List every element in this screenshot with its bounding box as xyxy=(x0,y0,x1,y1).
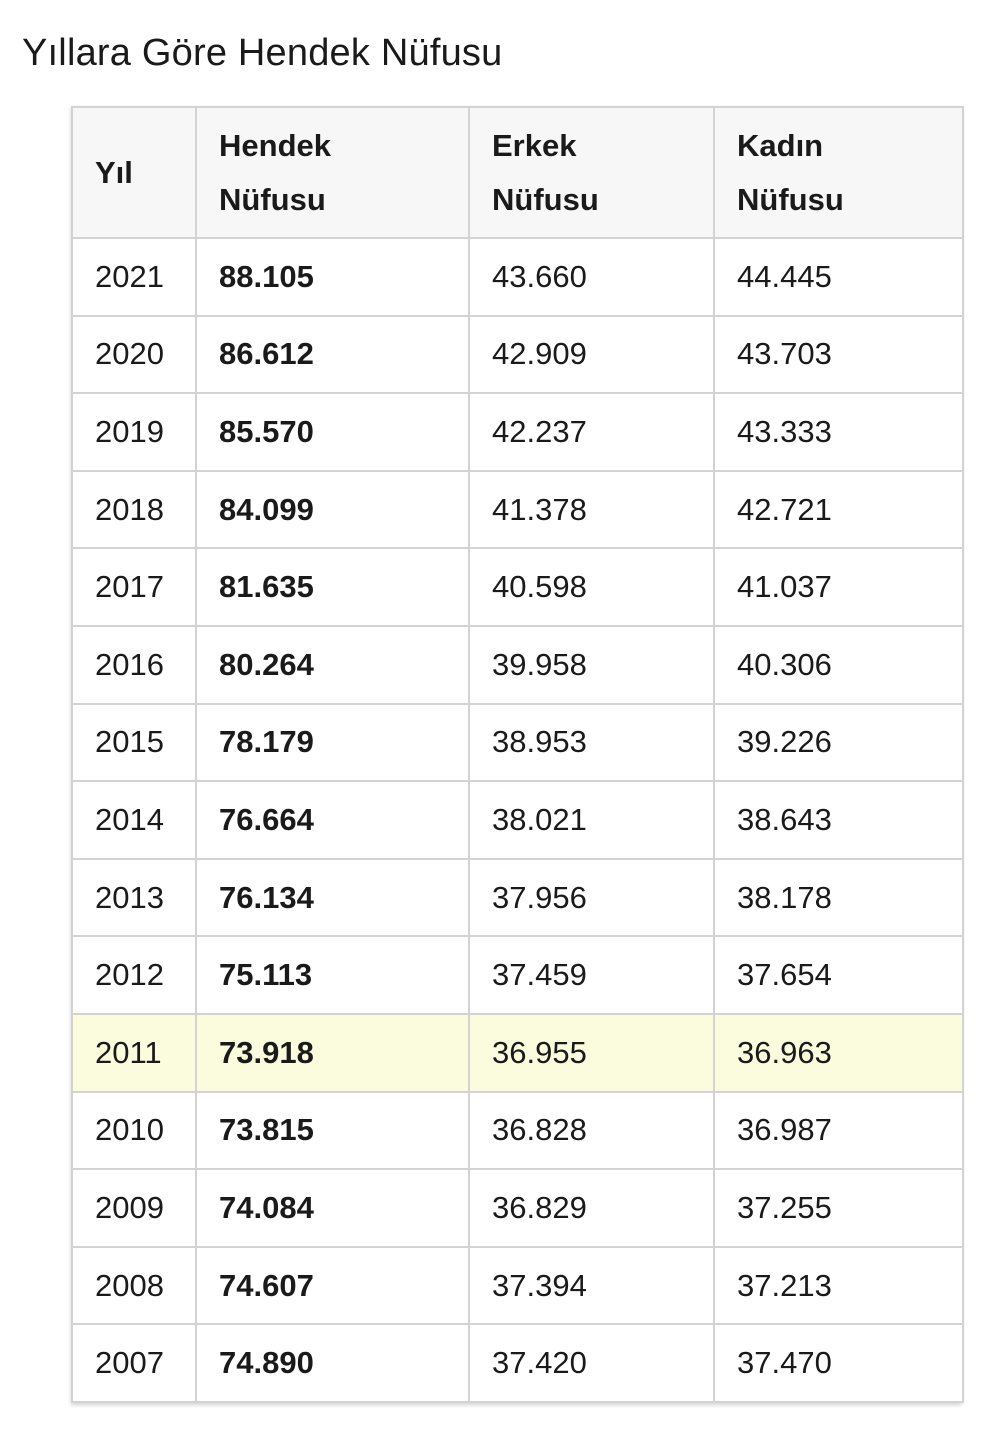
total-population-cell: 80.264 xyxy=(196,626,469,704)
female-population-cell: 42.721 xyxy=(714,471,963,549)
year-cell: 2016 xyxy=(72,626,196,704)
header-year xyxy=(72,107,196,238)
table-row xyxy=(72,781,963,859)
year-cell: 2014 xyxy=(72,781,196,859)
year-cell: 2020 xyxy=(72,316,196,394)
male-population-cell: 36.955 xyxy=(469,1014,714,1092)
female-population-cell: 37.654 xyxy=(714,936,963,1014)
year-cell: 2008 xyxy=(72,1247,196,1325)
table-row xyxy=(72,1324,963,1402)
header-row xyxy=(72,107,963,238)
header-total-line2: Nüfusu xyxy=(219,181,326,217)
header-total-line1: Hendek xyxy=(219,127,331,163)
total-population-cell: 74.607 xyxy=(196,1247,469,1325)
year-cell: 2007 xyxy=(72,1324,196,1402)
table-row xyxy=(72,548,963,626)
table-row xyxy=(72,626,963,704)
female-population-cell: 37.255 xyxy=(714,1169,963,1247)
male-population-cell: 42.237 xyxy=(469,393,714,471)
header-female-population xyxy=(714,107,963,238)
male-population-cell: 38.953 xyxy=(469,704,714,782)
female-population-cell: 38.178 xyxy=(714,859,963,937)
table-row xyxy=(72,704,963,782)
year-cell: 2009 xyxy=(72,1169,196,1247)
table-row xyxy=(72,1247,963,1325)
total-population-cell: 86.612 xyxy=(196,316,469,394)
male-population-cell: 43.660 xyxy=(469,238,714,316)
male-population-cell: 37.420 xyxy=(469,1324,714,1402)
table-row xyxy=(72,1169,963,1247)
table-body xyxy=(72,238,963,1402)
male-population-cell: 37.394 xyxy=(469,1247,714,1325)
year-cell: 2010 xyxy=(72,1092,196,1170)
year-cell: 2017 xyxy=(72,548,196,626)
year-cell: 2011 xyxy=(72,1014,196,1092)
year-cell: 2018 xyxy=(72,471,196,549)
header-female-line2: Nüfusu xyxy=(737,181,844,217)
male-population-cell: 39.958 xyxy=(469,626,714,704)
male-population-cell: 40.598 xyxy=(469,548,714,626)
header-male-population xyxy=(469,107,714,238)
male-population-cell: 36.828 xyxy=(469,1092,714,1170)
female-population-cell: 37.470 xyxy=(714,1324,963,1402)
female-population-cell: 36.963 xyxy=(714,1014,963,1092)
male-population-cell: 38.021 xyxy=(469,781,714,859)
header-male-line2: Nüfusu xyxy=(492,181,599,217)
male-population-cell: 42.909 xyxy=(469,316,714,394)
total-population-cell: 76.664 xyxy=(196,781,469,859)
total-population-cell: 85.570 xyxy=(196,393,469,471)
total-population-cell: 78.179 xyxy=(196,704,469,782)
header-total-population xyxy=(196,107,469,238)
total-population-cell: 74.084 xyxy=(196,1169,469,1247)
table-row xyxy=(72,238,963,316)
header-female-line1: Kadın xyxy=(737,127,824,163)
year-cell: 2015 xyxy=(72,704,196,782)
total-population-cell: 84.099 xyxy=(196,471,469,549)
year-cell: 2013 xyxy=(72,859,196,937)
male-population-cell: 37.459 xyxy=(469,936,714,1014)
header-year-label: Yıl xyxy=(95,154,133,190)
total-population-cell: 76.134 xyxy=(196,859,469,937)
female-population-cell: 41.037 xyxy=(714,548,963,626)
table-row xyxy=(72,936,963,1014)
table-row xyxy=(72,859,963,937)
header-male-line1: Erkek xyxy=(492,127,577,163)
population-table xyxy=(71,106,964,1403)
female-population-cell: 39.226 xyxy=(714,704,963,782)
female-population-cell: 43.703 xyxy=(714,316,963,394)
year-cell: 2021 xyxy=(72,238,196,316)
total-population-cell: 81.635 xyxy=(196,548,469,626)
female-population-cell: 36.987 xyxy=(714,1092,963,1170)
female-population-cell: 40.306 xyxy=(714,626,963,704)
total-population-cell: 74.890 xyxy=(196,1324,469,1402)
table-row-highlighted xyxy=(72,1014,963,1092)
table-row xyxy=(72,471,963,549)
female-population-cell: 43.333 xyxy=(714,393,963,471)
female-population-cell: 37.213 xyxy=(714,1247,963,1325)
male-population-cell: 41.378 xyxy=(469,471,714,549)
population-table-container xyxy=(71,106,962,1403)
total-population-cell: 73.815 xyxy=(196,1092,469,1170)
female-population-cell: 38.643 xyxy=(714,781,963,859)
page-title: Yıllara Göre Hendek Nüfusu xyxy=(22,32,503,74)
table-row xyxy=(72,1092,963,1170)
total-population-cell: 75.113 xyxy=(196,936,469,1014)
male-population-cell: 36.829 xyxy=(469,1169,714,1247)
table-header xyxy=(72,107,963,238)
table-row xyxy=(72,316,963,394)
year-cell: 2019 xyxy=(72,393,196,471)
total-population-cell: 88.105 xyxy=(196,238,469,316)
year-cell: 2012 xyxy=(72,936,196,1014)
female-population-cell: 44.445 xyxy=(714,238,963,316)
total-population-cell: 73.918 xyxy=(196,1014,469,1092)
male-population-cell: 37.956 xyxy=(469,859,714,937)
table-row xyxy=(72,393,963,471)
